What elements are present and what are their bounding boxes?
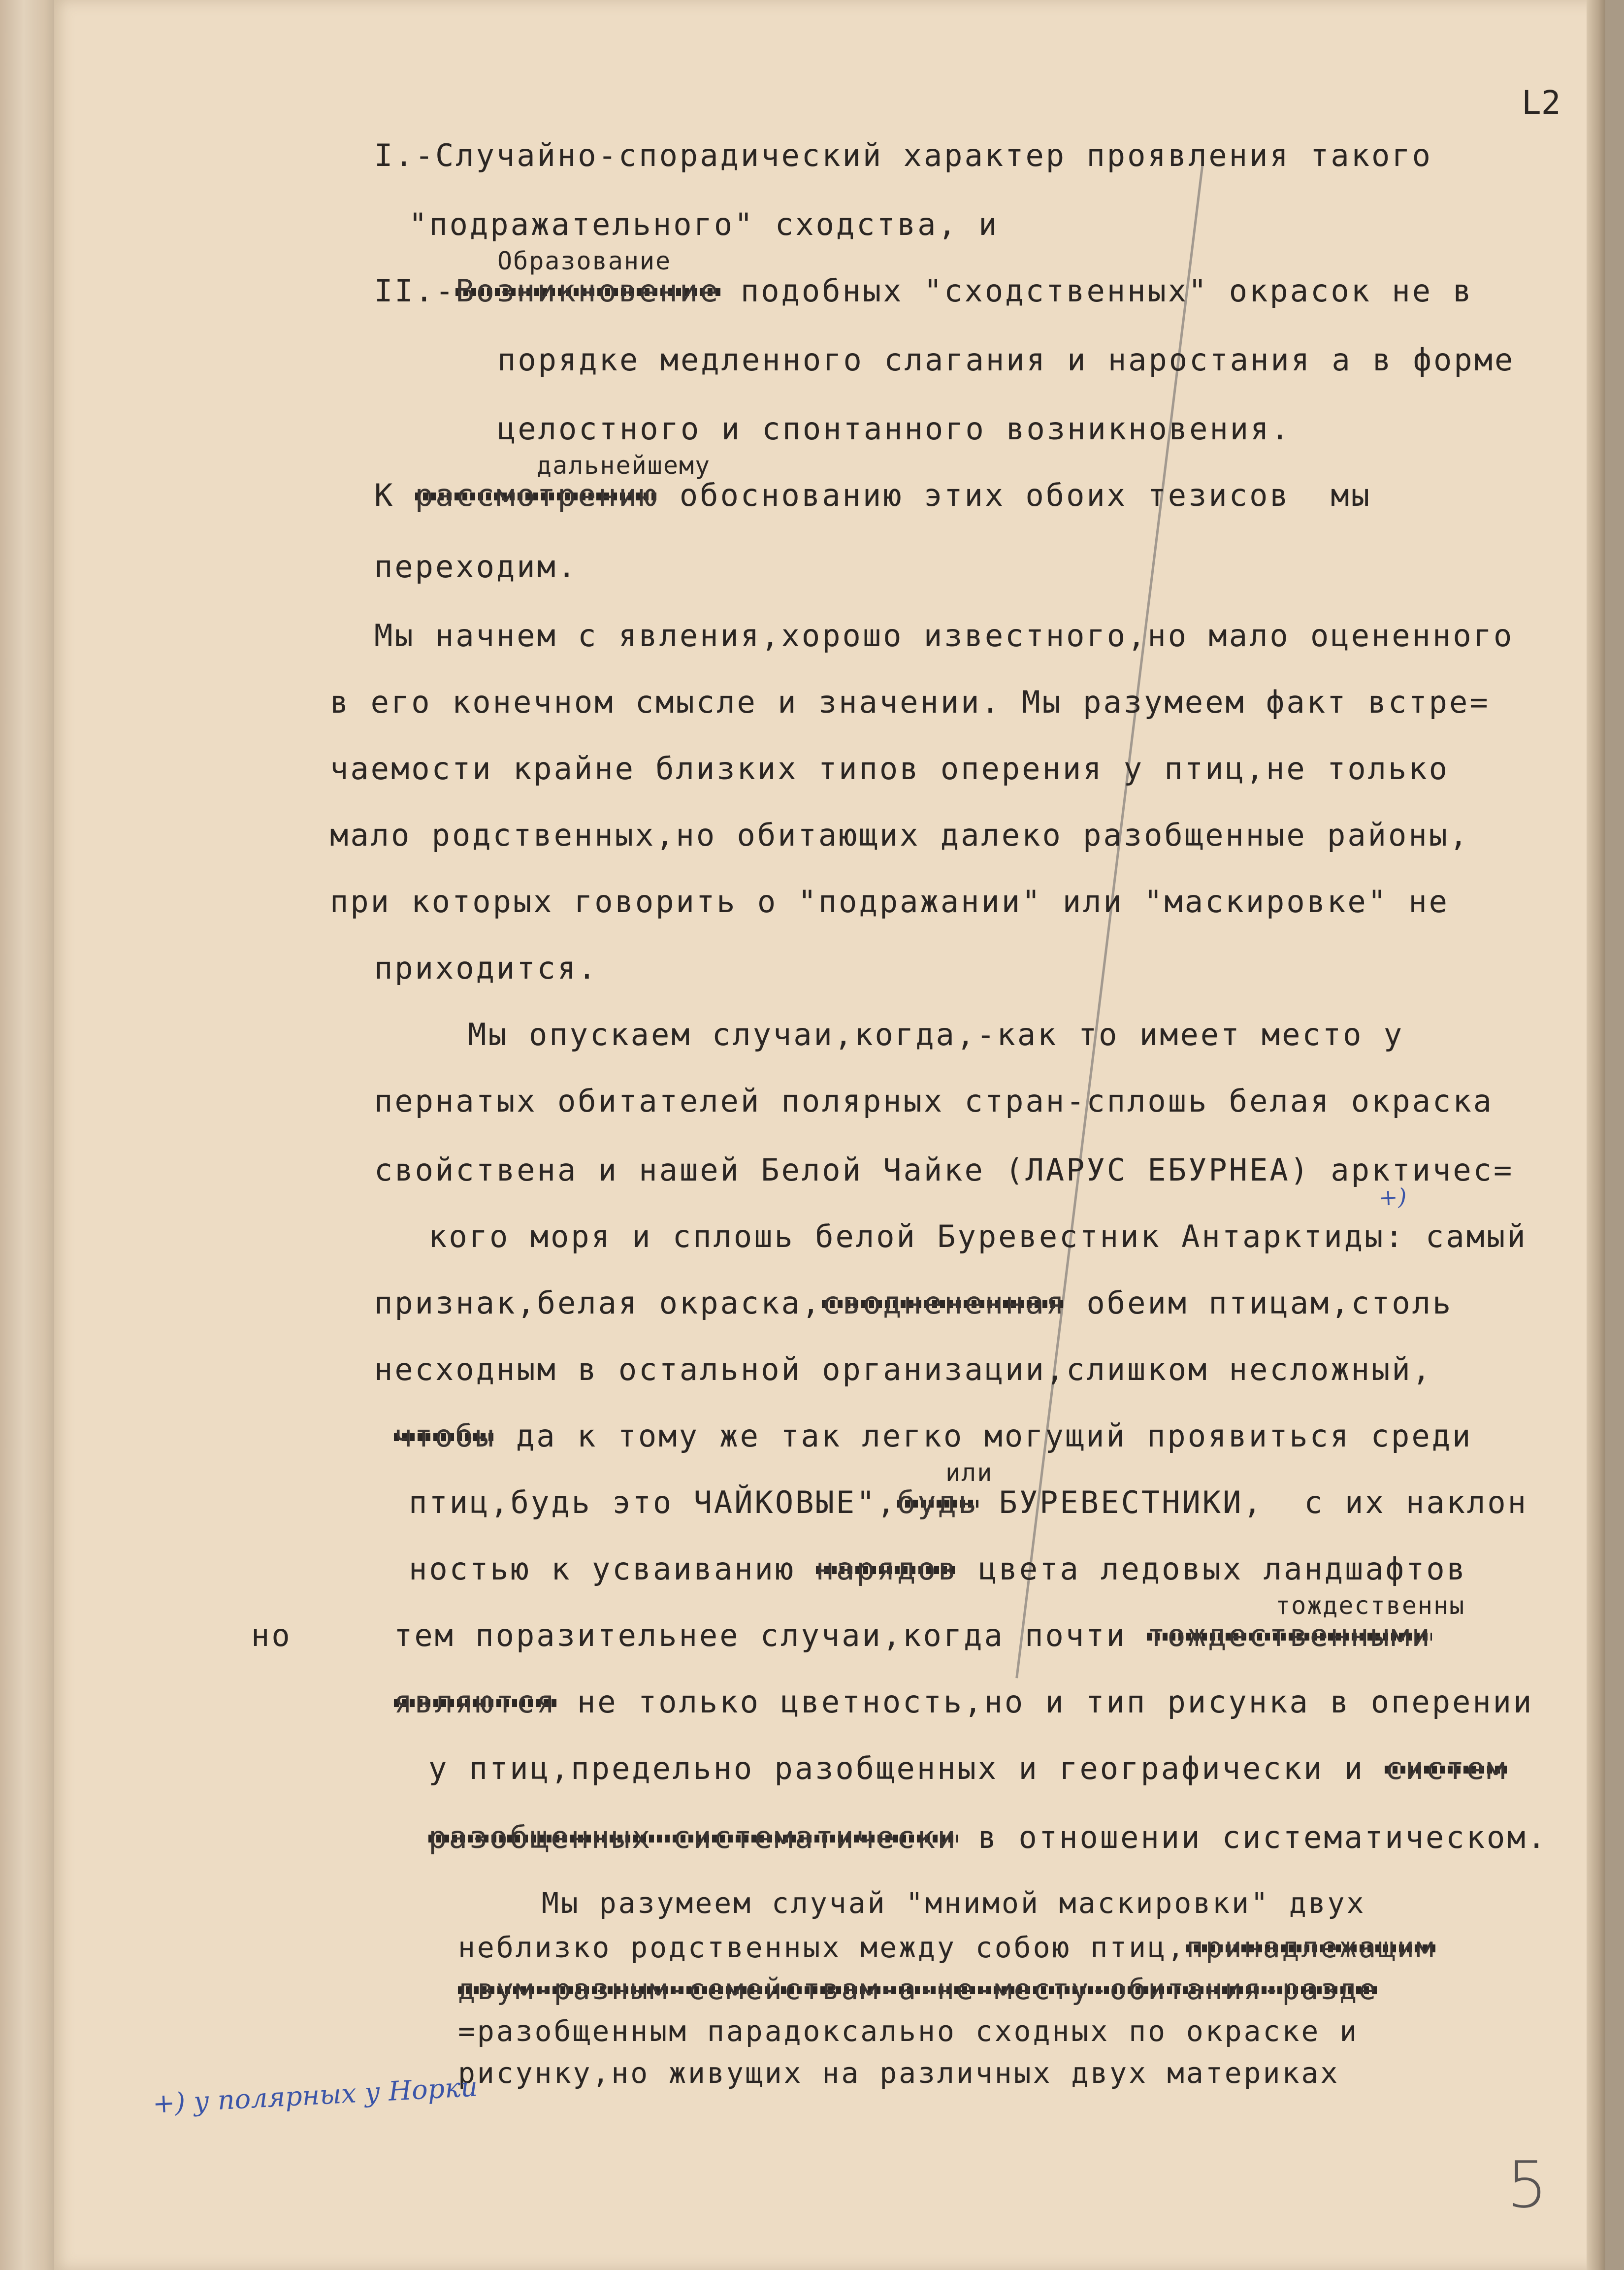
line-29: у птиц,предельно разобщенных и географически и систем <box>428 1750 1507 1786</box>
page-number: L2 <box>1522 84 1561 122</box>
line-5: порядке медленного слагания и наростания а в форме <box>497 342 1515 378</box>
binder-strip <box>0 0 61 2270</box>
line-32: неблизко родственных между собою птиц,принадлежащим <box>458 1931 1435 1964</box>
line-27: тем поразительнее случаи,когда почти тождественными <box>394 1617 1432 1653</box>
line-35: рисунку,но живущих на различных двух материках <box>458 2056 1340 2090</box>
line-31: Мы разумеем случай "мнимой маскировки" двух <box>542 1886 1366 1920</box>
struck-word: Возникновение <box>455 273 720 309</box>
line-20: признак,белая окраска,своднененная обеим птицам,столь <box>374 1285 1453 1321</box>
line-10: Мы начнем с явления,хорошо известного,но мало оцененного <box>374 618 1514 654</box>
line-30: разобщенных систематически в отношении систематическом. <box>428 1819 1548 1855</box>
line-12: чаемости крайне близких типов оперения у птиц,не только <box>330 751 1449 787</box>
struck-word: тождественными <box>1147 1617 1432 1653</box>
struck-word: будь <box>897 1484 979 1520</box>
line-24: птиц,будь это ЧАЙКОВЫЕ",будь БУРЕВЕСТНИКИ, с их наклон <box>409 1484 1528 1520</box>
struck-word: принадлежащим <box>1186 1931 1435 1964</box>
pencil-folio-number: 5 <box>1507 2147 1548 2222</box>
line-18: свойствена и нашей Белой Чайке (ЛАРУС ЕБУРНЕА) арктичес= <box>374 1152 1514 1188</box>
line-2: "подражательного" сходства, и <box>409 206 999 242</box>
line-17: пернатых обитателей полярных стран-сплошь белая окраска <box>374 1083 1494 1119</box>
line-9: переходим. <box>374 549 578 585</box>
struck-word: нарядов <box>815 1551 958 1587</box>
footnote-mark: +) <box>1378 1183 1407 1211</box>
line-8: К рассмотрению обоснованию этих обоих тезисов мы <box>374 477 1372 513</box>
line-21: несходным в остальной организации,слишком несложный, <box>374 1351 1433 1387</box>
line-22: чтобы да к тому же так легко могущий проявиться среди <box>394 1418 1473 1454</box>
struck-line: двум-разным-семействам-а-не-месту-обитания-разде <box>458 1973 1378 2006</box>
line-28: являются не только цветность,но и тип рисунка в оперении <box>394 1684 1534 1720</box>
line-16: Мы опускаем случаи,когда,-как то имеет место у <box>468 1017 1404 1053</box>
line-6: целостного и спонтанного возникновения. <box>497 411 1291 447</box>
insert-tozhdestvenny: тождественны <box>1275 1591 1465 1620</box>
line-11: в его конечном смысле и значении. Мы разумеем факт встре= <box>330 684 1490 720</box>
insert-ili: или <box>945 1458 993 1487</box>
insert-dalneyshemu: дальнейшему <box>537 451 711 480</box>
line-25: ностью к усваиванию нарядов цвета ледовых ландшафтов <box>409 1551 1467 1587</box>
struck-word: чтобы <box>394 1418 496 1454</box>
insert-obrazovanie: Образование <box>497 247 672 275</box>
struck-word: рассмотрению <box>415 477 659 513</box>
line-14: при которых говорить о "подражании" или "маскировке" не <box>330 884 1449 920</box>
line-15: приходится. <box>374 950 598 986</box>
line-13: мало родственных,но обитающих далеко разобщенные районы, <box>330 817 1470 853</box>
struck-word: систем <box>1385 1750 1507 1786</box>
line-4: II.-Возникновение подобных "сходственных" окрасок не в <box>374 273 1473 309</box>
struck-word: являются <box>394 1684 557 1720</box>
margin-no: но <box>251 1617 292 1653</box>
typewritten-page <box>54 0 1605 2270</box>
handwritten-margin-note: +) у полярных у Норки <box>152 2071 479 2119</box>
line-33 <box>458 1975 1378 2004</box>
line-19: кого моря и сплошь белой Буревестник Антарктиды: самый <box>428 1218 1527 1254</box>
line-34: =разобщенным парадоксально сходных по окраске и <box>458 2014 1359 2048</box>
struck-word: разобщенных систематически <box>428 1819 958 1855</box>
struck-word: своднененная <box>822 1285 1067 1321</box>
line-1: I.-Случайно-спорадический характер проявления такого <box>374 137 1433 173</box>
page-edge <box>1587 0 1605 2270</box>
